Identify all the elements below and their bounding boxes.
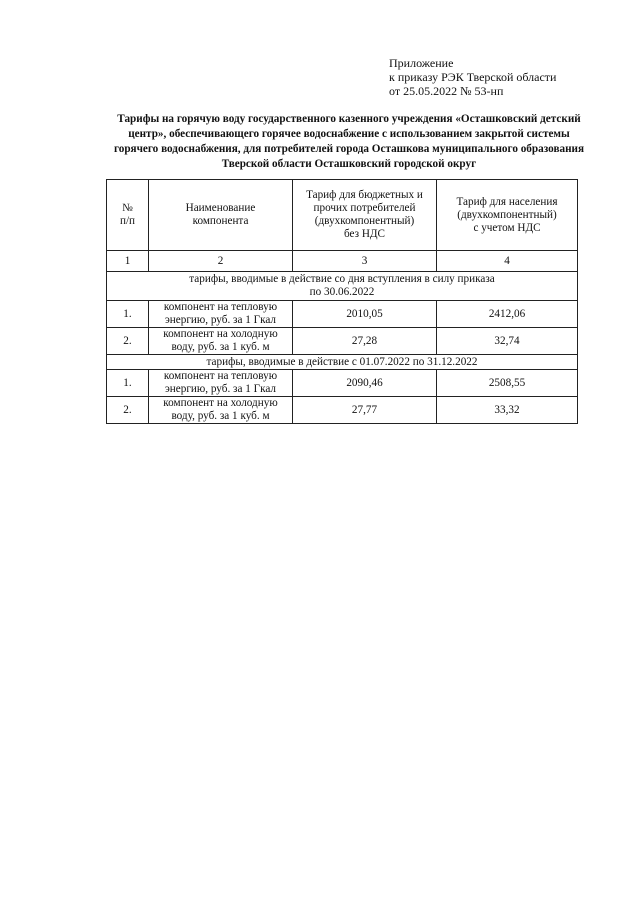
row-number: 2. — [107, 328, 149, 355]
section-heading: тарифы, вводимые в действие с 01.07.2022 по 31.12.2022 — [107, 355, 578, 370]
document-title — [94, 112, 604, 172]
title-line: Тверской области Осташковский городской округ — [221, 158, 477, 170]
column-index: 3 — [293, 251, 437, 272]
population-tariff-value: 33,32 — [437, 397, 578, 424]
title-line: горячего водоснабжения, для потребителей города Осташкова муниципального образования — [113, 143, 585, 155]
table-header-row — [107, 180, 578, 251]
column-index: 2 — [149, 251, 293, 272]
budget-tariff-value: 2010,05 — [293, 301, 437, 328]
title-line: центр», обеспечивающего горячее водоснабжение с использованием закрытой системы — [128, 128, 570, 140]
component-name: компонент на тепловую энергию, руб. за 1 Гкал — [149, 301, 293, 328]
title-line: Тарифы на горячую воду государственного казенного учреждения «Осташковский детский — [117, 113, 581, 125]
section-heading-row — [107, 272, 578, 301]
budget-tariff-value: 27,28 — [293, 328, 437, 355]
population-tariff-value: 2508,55 — [437, 370, 578, 397]
population-tariff-value: 32,74 — [437, 328, 578, 355]
column-index-row — [107, 251, 578, 272]
section-heading-row — [107, 355, 578, 370]
population-tariff-value: 2412,06 — [437, 301, 578, 328]
row-number: 1. — [107, 301, 149, 328]
appendix-order-date: от 25.05.2022 № 53-нп — [389, 84, 504, 98]
header-component-name: Наименование компонента — [149, 180, 293, 251]
header-population-tariff: Тариф для населения (двухкомпонентный) с учетом НДС — [437, 180, 578, 251]
component-name: компонент на тепловую энергию, руб. за 1 Гкал — [149, 370, 293, 397]
appendix-reference — [389, 56, 556, 98]
budget-tariff-value: 2090,46 — [293, 370, 437, 397]
table-row — [107, 328, 578, 355]
appendix-order-ref: к приказу РЭК Тверской области — [389, 70, 557, 84]
row-number: 1. — [107, 370, 149, 397]
column-index: 1 — [107, 251, 149, 272]
row-number: 2. — [107, 397, 149, 424]
table-row — [107, 301, 578, 328]
column-index: 4 — [437, 251, 578, 272]
section-heading: тарифы, вводимые в действие со дня вступления в силу приказа по 30.06.2022 — [107, 272, 578, 301]
header-number: № п/п — [107, 180, 149, 251]
header-budget-tariff: Тариф для бюджетных и прочих потребителей (двухкомпонентный) без НДС — [293, 180, 437, 251]
table-row — [107, 397, 578, 424]
component-name: компонент на холодную воду, руб. за 1 куб. м — [149, 328, 293, 355]
budget-tariff-value: 27,77 — [293, 397, 437, 424]
appendix-label: Приложение — [389, 56, 454, 70]
table-row — [107, 370, 578, 397]
tariff-table — [106, 179, 578, 424]
component-name: компонент на холодную воду, руб. за 1 куб. м — [149, 397, 293, 424]
